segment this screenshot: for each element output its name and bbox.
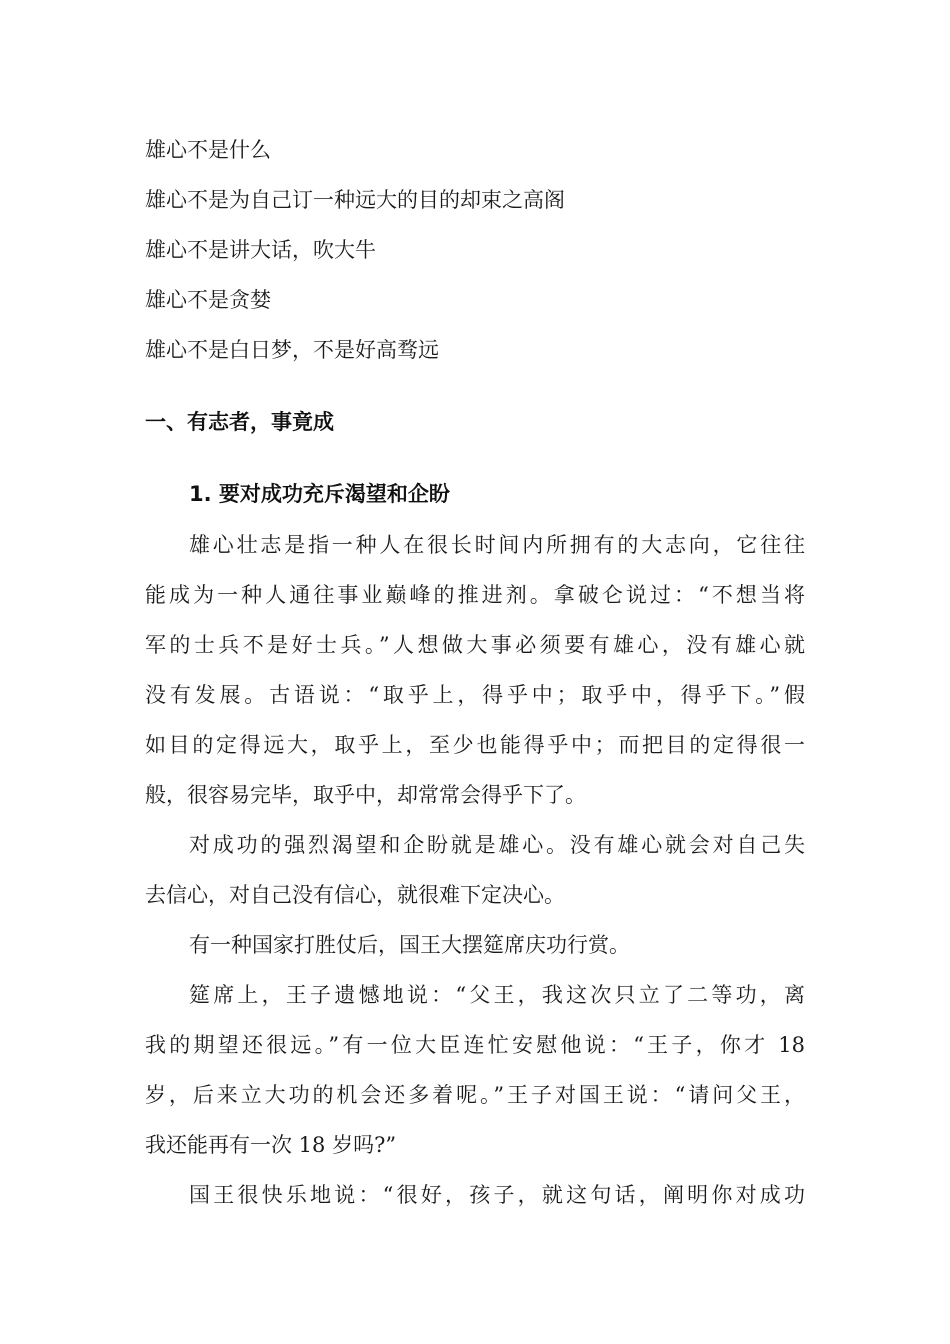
paragraph-line: 般，很容易完毕，取乎中，却常常会得乎下了。: [145, 783, 586, 807]
paragraph-line: 能成为一种人通往事业巅峰的推进剂。拿破仑说过：“不想当将: [145, 583, 805, 607]
paragraph-line: 没有发展。古语说：“取乎上，得乎中；取乎中，得乎下。”假: [145, 683, 805, 707]
paragraph-line: 有一种国家打胜仗后，国王大摆筵席庆功行赏。: [189, 933, 630, 957]
paragraph-line: 筵席上，王子遗憾地说：“父王，我这次只立了二等功，离: [189, 983, 805, 1007]
paragraph-line: 去信心，对自己没有信心，就很难下定决心。: [145, 883, 565, 907]
section-heading: 一、有志者，事竟成: [145, 410, 334, 434]
intro-line: 雄心不是什么: [145, 138, 271, 162]
paragraph-line: 雄心壮志是指一种人在很长时间内所拥有的大志向，它往往: [189, 533, 805, 557]
paragraph-line: 我的期望还很远。”有一位大臣连忙安慰他说：“王子，你才 18: [145, 1033, 805, 1057]
intro-line: 雄心不是讲大话，吹大牛: [145, 238, 376, 262]
paragraph-line: 国王很快乐地说：“很好，孩子，就这句话，阐明你对成功: [189, 1183, 805, 1207]
paragraph-line: 军的士兵不是好士兵。”人想做大事必须要有雄心，没有雄心就: [145, 633, 805, 657]
intro-line: 雄心不是贪婪: [145, 288, 271, 312]
intro-line: 雄心不是为自己订一种远大的目的却束之高阁: [145, 188, 565, 212]
paragraph-line: 岁，后来立大功的机会还多着呢。”王子对国王说：“请问父王，: [145, 1083, 805, 1107]
paragraph-line: 对成功的强烈渴望和企盼就是雄心。没有雄心就会对自己失: [189, 833, 805, 857]
intro-list: [145, 125, 805, 375]
subsection-heading: 1. 要对成功充斥渴望和企盼: [189, 482, 450, 506]
paragraph-line: 我还能再有一次 18 岁吗?”: [145, 1133, 397, 1157]
intro-line: 雄心不是白日梦，不是好高骛远: [145, 338, 439, 362]
body-text: [145, 520, 805, 1220]
paragraph-line: 如目的定得远大，取乎上，至少也能得乎中；而把目的定得很一: [145, 733, 805, 757]
